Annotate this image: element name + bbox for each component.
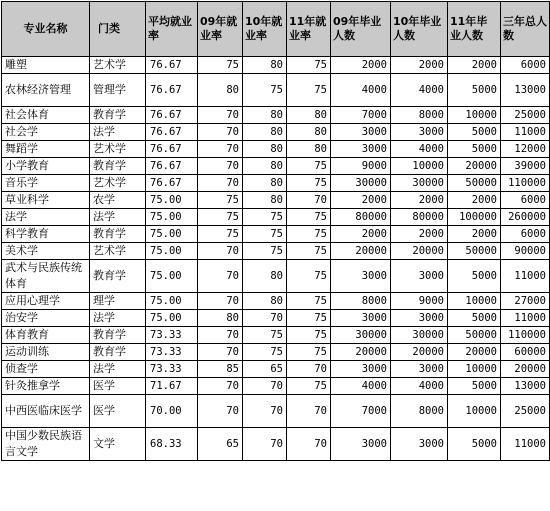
cell-grads-10: 3000 [391,260,448,293]
cell-grads-10: 3000 [391,428,448,461]
cell-avg-rate: 73.33 [146,344,198,361]
cell-rate-11: 75 [287,226,331,243]
cell-grads-11: 5000 [448,310,501,327]
cell-total: 25000 [501,395,550,428]
cell-rate-09: 75 [198,226,243,243]
cell-total: 11000 [501,428,550,461]
table-row [2,361,550,378]
table-row [2,226,550,243]
cell-total: 20000 [501,361,550,378]
cell-rate-11: 75 [287,158,331,175]
cell-category: 文学 [90,428,146,461]
table-row [2,327,550,344]
cell-grads-11: 5000 [448,124,501,141]
cell-grads-09: 20000 [331,243,391,260]
cell-grads-10: 20000 [391,344,448,361]
cell-category: 艺术学 [90,243,146,260]
header-row [2,2,550,57]
cell-grads-11: 20000 [448,344,501,361]
table-row [2,243,550,260]
cell-grads-09: 7000 [331,395,391,428]
cell-grads-09: 3000 [331,428,391,461]
table-row [2,260,550,293]
cell-rate-09: 70 [198,107,243,124]
cell-rate-11: 75 [287,74,331,107]
cell-category: 艺术学 [90,141,146,158]
cell-total: 6000 [501,226,550,243]
cell-grads-09: 3000 [331,124,391,141]
cell-grads-11: 5000 [448,74,501,107]
cell-rate-09: 70 [198,293,243,310]
cell-avg-rate: 76.67 [146,124,198,141]
cell-grads-11: 100000 [448,209,501,226]
cell-major-name: 社会体育 [2,107,90,124]
cell-rate-09: 75 [198,192,243,209]
cell-grads-11: 5000 [448,428,501,461]
cell-rate-10: 75 [243,243,287,260]
cell-category: 教育学 [90,226,146,243]
cell-avg-rate: 76.67 [146,107,198,124]
header-avg-rate: 平均就业率 [146,2,198,57]
cell-rate-10: 80 [243,192,287,209]
cell-rate-11: 75 [287,175,331,192]
cell-category: 管理学 [90,74,146,107]
table-row [2,344,550,361]
table-row [2,74,550,107]
cell-grads-09: 7000 [331,107,391,124]
cell-rate-11: 75 [287,344,331,361]
cell-rate-10: 80 [243,57,287,74]
cell-rate-10: 70 [243,378,287,395]
cell-major-name: 社会学 [2,124,90,141]
cell-rate-10: 75 [243,327,287,344]
table-row [2,293,550,310]
cell-rate-09: 70 [198,158,243,175]
cell-rate-11: 75 [287,310,331,327]
cell-major-name: 应用心理学 [2,293,90,310]
cell-total: 11000 [501,310,550,327]
employment-table [1,1,550,461]
cell-grads-09: 3000 [331,310,391,327]
cell-rate-11: 75 [287,209,331,226]
cell-category: 法学 [90,124,146,141]
cell-category: 法学 [90,209,146,226]
cell-grads-09: 3000 [331,361,391,378]
cell-category: 教育学 [90,158,146,175]
cell-rate-09: 65 [198,428,243,461]
cell-rate-10: 80 [243,175,287,192]
cell-grads-10: 4000 [391,74,448,107]
cell-grads-10: 3000 [391,124,448,141]
cell-avg-rate: 76.67 [146,158,198,175]
cell-grads-10: 9000 [391,293,448,310]
cell-rate-09: 70 [198,243,243,260]
table-row [2,428,550,461]
cell-grads-11: 50000 [448,327,501,344]
cell-grads-09: 80000 [331,209,391,226]
header-rate-09: 09年就业率 [198,2,243,57]
table-row [2,395,550,428]
cell-category: 理学 [90,293,146,310]
cell-rate-10: 75 [243,74,287,107]
cell-grads-09: 3000 [331,260,391,293]
cell-total: 110000 [501,175,550,192]
cell-rate-11: 75 [287,293,331,310]
cell-category: 教育学 [90,107,146,124]
cell-grads-11: 50000 [448,243,501,260]
cell-avg-rate: 75.00 [146,293,198,310]
cell-grads-10: 4000 [391,378,448,395]
cell-total: 27000 [501,293,550,310]
table-row [2,192,550,209]
cell-grads-11: 10000 [448,395,501,428]
cell-avg-rate: 75.00 [146,209,198,226]
table-row [2,141,550,158]
cell-rate-10: 80 [243,293,287,310]
cell-grads-11: 5000 [448,141,501,158]
cell-avg-rate: 68.33 [146,428,198,461]
cell-rate-09: 70 [198,124,243,141]
table-header [2,2,550,57]
cell-rate-10: 80 [243,158,287,175]
table-body [2,57,550,461]
cell-avg-rate: 75.00 [146,192,198,209]
cell-rate-09: 85 [198,361,243,378]
cell-grads-09: 30000 [331,175,391,192]
cell-rate-11: 75 [287,378,331,395]
cell-grads-11: 2000 [448,226,501,243]
cell-grads-09: 20000 [331,344,391,361]
cell-rate-10: 75 [243,344,287,361]
cell-grads-11: 5000 [448,378,501,395]
cell-category: 艺术学 [90,57,146,74]
cell-rate-10: 70 [243,310,287,327]
cell-rate-11: 75 [287,327,331,344]
cell-avg-rate: 76.67 [146,74,198,107]
cell-grads-11: 50000 [448,175,501,192]
cell-grads-09: 4000 [331,378,391,395]
cell-grads-11: 20000 [448,158,501,175]
cell-category: 农学 [90,192,146,209]
cell-avg-rate: 70.00 [146,395,198,428]
cell-total: 25000 [501,107,550,124]
cell-rate-09: 70 [198,327,243,344]
cell-grads-10: 30000 [391,175,448,192]
cell-grads-10: 20000 [391,243,448,260]
cell-grads-11: 2000 [448,192,501,209]
cell-major-name: 武术与民族传统体育 [2,260,90,293]
cell-rate-10: 75 [243,226,287,243]
cell-category: 教育学 [90,260,146,293]
cell-grads-11: 2000 [448,57,501,74]
cell-grads-11: 10000 [448,293,501,310]
cell-grads-10: 8000 [391,395,448,428]
cell-rate-11: 75 [287,260,331,293]
cell-rate-09: 70 [198,395,243,428]
cell-grads-09: 2000 [331,57,391,74]
cell-rate-10: 80 [243,124,287,141]
cell-grads-10: 8000 [391,107,448,124]
cell-major-name: 科学教育 [2,226,90,243]
cell-rate-11: 80 [287,141,331,158]
header-grads-11: 11年毕业人数 [448,2,501,57]
cell-avg-rate: 76.67 [146,57,198,74]
cell-grads-09: 30000 [331,327,391,344]
cell-category: 艺术学 [90,175,146,192]
cell-grads-10: 3000 [391,310,448,327]
cell-total: 110000 [501,327,550,344]
cell-avg-rate: 75.00 [146,243,198,260]
cell-grads-09: 4000 [331,74,391,107]
cell-grads-11: 10000 [448,361,501,378]
header-grads-09: 09年毕业人数 [331,2,391,57]
cell-rate-11: 75 [287,243,331,260]
cell-rate-11: 80 [287,124,331,141]
cell-grads-10: 4000 [391,141,448,158]
cell-major-name: 体育教育 [2,327,90,344]
cell-total: 60000 [501,344,550,361]
cell-total: 13000 [501,74,550,107]
cell-total: 39000 [501,158,550,175]
cell-category: 教育学 [90,344,146,361]
cell-major-name: 法学 [2,209,90,226]
cell-major-name: 雕塑 [2,57,90,74]
cell-rate-10: 70 [243,428,287,461]
cell-total: 6000 [501,57,550,74]
cell-rate-09: 80 [198,310,243,327]
cell-grads-09: 2000 [331,192,391,209]
table-row [2,107,550,124]
cell-rate-11: 70 [287,395,331,428]
cell-grads-10: 2000 [391,192,448,209]
cell-rate-09: 75 [198,57,243,74]
table-row [2,310,550,327]
cell-total: 260000 [501,209,550,226]
cell-total: 90000 [501,243,550,260]
cell-category: 法学 [90,310,146,327]
cell-grads-10: 10000 [391,158,448,175]
cell-avg-rate: 73.33 [146,361,198,378]
cell-total: 13000 [501,378,550,395]
cell-avg-rate: 75.00 [146,226,198,243]
cell-major-name: 中西医临床医学 [2,395,90,428]
cell-rate-11: 70 [287,428,331,461]
cell-rate-11: 70 [287,361,331,378]
cell-grads-09: 8000 [331,293,391,310]
cell-avg-rate: 73.33 [146,327,198,344]
cell-major-name: 运动训练 [2,344,90,361]
cell-major-name: 小学教育 [2,158,90,175]
cell-avg-rate: 75.00 [146,310,198,327]
cell-rate-10: 70 [243,395,287,428]
cell-rate-10: 75 [243,209,287,226]
cell-category: 医学 [90,378,146,395]
cell-avg-rate: 76.67 [146,141,198,158]
cell-major-name: 侦查学 [2,361,90,378]
table-row [2,175,550,192]
cell-rate-09: 75 [198,209,243,226]
cell-rate-11: 75 [287,57,331,74]
cell-rate-10: 65 [243,361,287,378]
header-rate-10: 10年就业率 [243,2,287,57]
cell-rate-10: 80 [243,260,287,293]
cell-rate-09: 80 [198,74,243,107]
cell-major-name: 音乐学 [2,175,90,192]
cell-total: 12000 [501,141,550,158]
cell-avg-rate: 71.67 [146,378,198,395]
cell-rate-10: 80 [243,141,287,158]
cell-major-name: 针灸推拿学 [2,378,90,395]
table-row [2,209,550,226]
cell-rate-10: 80 [243,107,287,124]
cell-grads-10: 80000 [391,209,448,226]
cell-rate-09: 70 [198,260,243,293]
cell-major-name: 农林经济管理 [2,74,90,107]
cell-grads-09: 2000 [331,226,391,243]
cell-rate-09: 70 [198,175,243,192]
table-row [2,378,550,395]
header-rate-11: 11年就业率 [287,2,331,57]
cell-grads-10: 2000 [391,226,448,243]
cell-total: 11000 [501,260,550,293]
cell-major-name: 美术学 [2,243,90,260]
cell-rate-09: 70 [198,141,243,158]
cell-major-name: 草业科学 [2,192,90,209]
header-category: 门类 [90,2,146,57]
table-row [2,57,550,74]
header-total: 三年总人数 [501,2,550,57]
cell-grads-11: 10000 [448,107,501,124]
cell-total: 11000 [501,124,550,141]
cell-category: 教育学 [90,327,146,344]
cell-grads-10: 30000 [391,327,448,344]
cell-rate-11: 80 [287,107,331,124]
header-major-name: 专业名称 [2,2,90,57]
header-grads-10: 10年毕业人数 [391,2,448,57]
cell-rate-11: 70 [287,192,331,209]
cell-category: 医学 [90,395,146,428]
cell-avg-rate: 76.67 [146,175,198,192]
table-row [2,158,550,175]
cell-grads-10: 2000 [391,57,448,74]
cell-rate-09: 70 [198,378,243,395]
cell-major-name: 治安学 [2,310,90,327]
cell-grads-10: 3000 [391,361,448,378]
cell-major-name: 舞蹈学 [2,141,90,158]
cell-grads-09: 9000 [331,158,391,175]
cell-avg-rate: 75.00 [146,260,198,293]
table-row [2,124,550,141]
cell-grads-11: 5000 [448,260,501,293]
cell-grads-09: 3000 [331,141,391,158]
cell-rate-09: 70 [198,344,243,361]
cell-major-name: 中国少数民族语言文学 [2,428,90,461]
cell-category: 法学 [90,361,146,378]
cell-total: 6000 [501,192,550,209]
